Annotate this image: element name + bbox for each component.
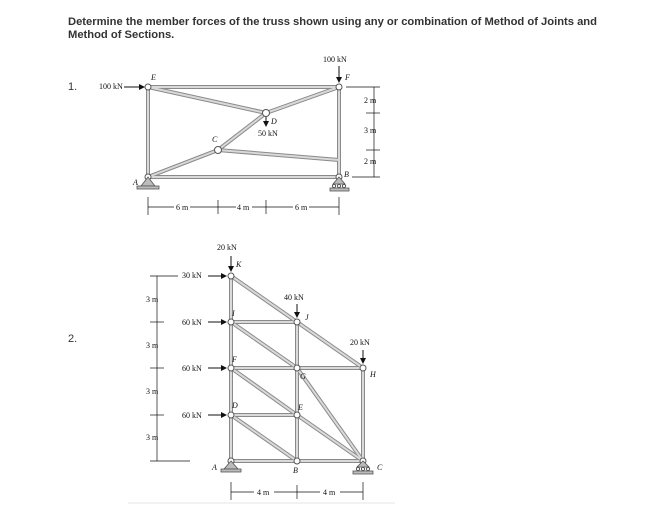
- truss-1: [99, 55, 380, 215]
- truss-2: [128, 243, 395, 503]
- dim-4m-left: 4 m: [257, 488, 270, 497]
- dim-6m-right: 6 m: [295, 203, 308, 212]
- dim-2m-top: 2 m: [364, 96, 377, 105]
- node-label-c2: C: [377, 463, 383, 472]
- dim-3m-2: 3 m: [146, 341, 159, 350]
- dim-3m-3: 3 m: [146, 387, 159, 396]
- problem-statement: Determine the member forces of the truss shown using any or combination of Method of Joints and Method of Sections.: [68, 16, 597, 41]
- node-label-h: H: [370, 370, 376, 379]
- node-label-d2: D: [232, 401, 238, 410]
- load-60kn-f: 60 kN: [182, 364, 202, 373]
- dim-4m-right: 4 m: [323, 488, 336, 497]
- dim-6m-left: 6 m: [176, 203, 189, 212]
- load-40kn: 40 kN: [284, 293, 304, 302]
- node-label-g: G: [300, 372, 306, 381]
- load-100kn-left: 100 kN: [99, 82, 123, 91]
- node-label-e2: E: [298, 403, 303, 412]
- node-label-f: F: [345, 73, 350, 82]
- node-label-a2: A: [212, 463, 217, 472]
- node-label-i: I: [232, 309, 235, 318]
- node-label-e: E: [151, 73, 156, 82]
- node-label-d: D: [271, 117, 277, 126]
- problem-2-number: 2.: [68, 333, 78, 345]
- node-label-b: B: [344, 170, 349, 179]
- load-60kn-i: 60 kN: [182, 318, 202, 327]
- node-label-a: A: [133, 178, 138, 187]
- load-60kn-d: 60 kN: [182, 411, 202, 420]
- dim-2m-bottom: 2 m: [364, 157, 377, 166]
- node-label-c: C: [212, 135, 218, 144]
- dim-4m: 4 m: [237, 203, 250, 212]
- dim-3m: 3 m: [364, 126, 377, 135]
- load-30kn: 30 kN: [182, 271, 202, 280]
- load-20kn-h: 20 kN: [350, 338, 370, 347]
- load-100kn-top: 100 kN: [323, 55, 347, 64]
- problem-1-number: 1.: [68, 81, 78, 93]
- node-label-f2: F: [232, 355, 237, 364]
- node-label-b2: B: [293, 466, 298, 475]
- node-label-k: K: [236, 260, 242, 269]
- node-label-j: J: [305, 313, 309, 322]
- dim-3m-4: 3 m: [146, 433, 159, 442]
- load-50kn: 50 kN: [258, 129, 278, 138]
- load-20kn-k: 20 kN: [217, 243, 237, 252]
- dim-3m-1: 3 m: [146, 295, 159, 304]
